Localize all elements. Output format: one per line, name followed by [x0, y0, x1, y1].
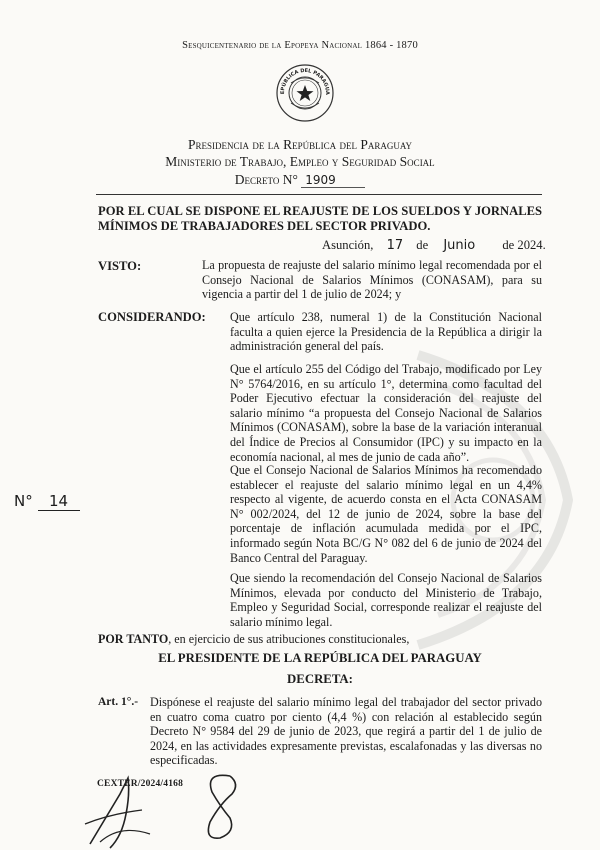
sesquicentenario-heading: Sesquicentenario de la Epopeya Nacional 1864 - 1870 [182, 40, 418, 51]
article-1-label: Art. 1°.- [98, 696, 139, 708]
margin-note-prefix: N° [14, 492, 33, 510]
date-month: Junio [443, 238, 476, 253]
article-1-text: Dispónese el reajuste del salario mínimo legal del trabajador del sector privado en cuatro coma cuatro por ciento (4,4 %) con relación al establecido según Decreto N° 9584 del 29 de junio de 2023, que regirá a partir del 1 de julio de 2024, en las actividades expresamente previstas, escalafonadas y las diversas no especificadas. [150, 695, 542, 768]
date-day: 17 [386, 238, 404, 253]
date-place: Asunción, [322, 238, 374, 252]
considerando-paragraph-1: Que artículo 238, numeral 1) de la Constitución Nacional faculta a quien ejerce la Presidencia de la República a dirigir la administración general del país. [230, 310, 542, 354]
seal-lettering: EPÚBLICA DEL PARAGUA [279, 67, 331, 95]
visto-label: VISTO: [98, 259, 142, 273]
por-tanto-label: POR TANTO [98, 632, 169, 646]
presidencia-heading: Presidencia de la República del Paraguay [187, 137, 413, 152]
decreta-heading: DECRETA: [287, 672, 353, 686]
considerando-paragraph-2: Que el artículo 255 del Código del Trabajo, modificado por Ley N° 5764/2016, en su artículo 1°, determina como facultad del Poder Ejecutivo efectuar la consideración del reajuste del salario mínimo “a propuesta del Consejo Nacional de Salarios Mínimos (CONASAM), sobre la base de la variación interanual del Índice de Precios al Consumidor (IPC) y su impacto en la economía nacional, al mes de junio de cada año”. [230, 362, 542, 464]
considerando-paragraph-4: Que siendo la recomendación del Consejo Nacional de Salarios Mínimos, elevada por conducto del Ministerio de Trabajo, Empleo y Seguridad Social, corresponde realizar el reajuste del salario mínimo legal. [230, 571, 542, 629]
header-divider [96, 194, 542, 195]
decreto-number: 1909 [301, 173, 365, 188]
date-line [322, 238, 546, 253]
reference-code: CEXTER/2024/4168 [97, 779, 184, 789]
por-tanto-text: , en ejercicio de sus atribuciones constitucionales, [168, 632, 410, 646]
margin-note-number: 14 [38, 492, 80, 511]
national-seal-icon [275, 63, 335, 123]
date-year: de 2024. [502, 238, 546, 252]
margin-note [14, 492, 80, 511]
considerando-paragraph-3: Que el Consejo Nacional de Salarios Mínimos ha recomendado establecer el reajuste del salario mínimo legal en un 4,4% respecto al vigente, de acuerdo consta en el Acta CONASAM N° 002/2024, del 12 de junio de 2024, sobre la base del porcentaje de inflación acumulada medida por el IPC, informado según Nota BC/G N° 082 del 6 de junio de 2024 del Banco Central del Paraguay. [230, 463, 542, 565]
ministerio-heading: Ministerio de Trabajo, Empleo y Seguridad Social [165, 154, 435, 169]
date-de: de [416, 238, 429, 252]
decreto-label: Decreto N° [234, 172, 298, 187]
por-tanto-line [98, 632, 542, 647]
visto-text: La propuesta de reajuste del salario mínimo legal recomendada por el Consejo Nacional de Salarios Mínimos (CONASAM), para su vigencia a partir del 1 de julio de 2024; y [202, 258, 542, 302]
decree-title: POR EL CUAL SE DISPONE EL REAJUSTE DE LOS SUELDOS Y JORNALES MÍNIMOS DE TRABAJADORES DEL SECTOR PRIVADO. [98, 204, 542, 233]
svg-text:REPÚBLICA DEL PARAGUAY [275, 63, 330, 95]
decreto-line [0, 172, 600, 188]
considerando-label: CONSIDERANDO: [98, 310, 206, 324]
presidente-heading: EL PRESIDENTE DE LA REPÚBLICA DEL PARAGUAY [158, 651, 482, 665]
signature-mark-icon [80, 764, 260, 850]
